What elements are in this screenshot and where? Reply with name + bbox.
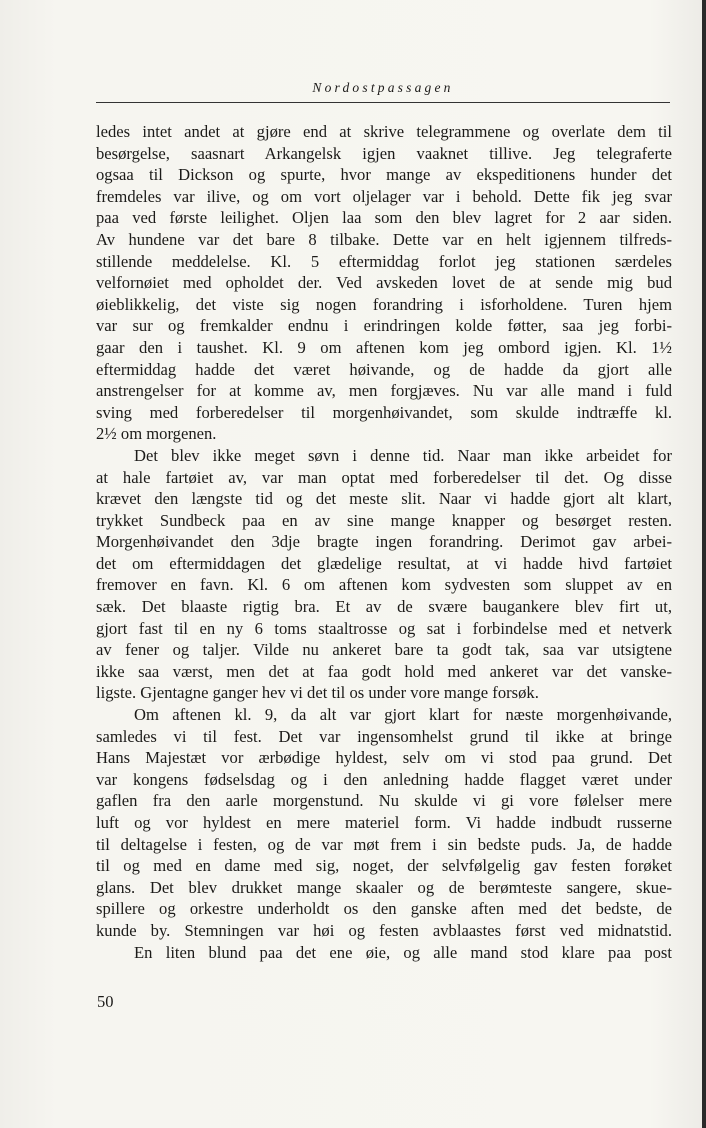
text-line: velfornøiet med opholdet der. Ved avskeden lovet de at sende mig bud: [96, 273, 672, 293]
running-header: Nordostpassagen: [312, 80, 454, 95]
text-line: stillende meddelelse. Kl. 5 eftermiddag forlot jeg stationen særdeles: [96, 251, 672, 271]
text-line: trykket Sundbeck paa en av sine mange knapper og besørget resten.: [96, 510, 672, 530]
text-line: eftermiddag hadde det været høivande, og de hadde da gjort alle: [96, 359, 672, 379]
text-line: Morgenhøivandet den 3dje bragte ingen forandring. Derimot gav arbei-: [96, 532, 672, 552]
text-line: Det blev ikke meget søvn i denne tid. Naar man ikke arbeidet for: [134, 445, 672, 465]
text-line: luft og vor hyldest en mere materiel form. Vi hadde indbudt russerne: [96, 813, 672, 832]
text-line: til deltagelse i festen, og de var møt frem i sin bedste puds. Ja, de hadde: [96, 834, 672, 854]
text-line: kunde by. Stemningen var høi og festen avblaastes først ved midnatstid.: [96, 920, 672, 940]
text-line: sving med forberedelser til morgenhøivandet, som skulde indtræffe kl.: [96, 402, 672, 422]
text-line: paa ved første leilighet. Oljen laa som den blev lagret for 2 aar siden.: [96, 208, 672, 228]
text-line: fremdeles var ilive, og om vort oljelager var i behold. Dette fik jeg svar: [96, 186, 672, 206]
body-text: [96, 121, 672, 963]
text-line: glans. Det blev drukket mange skaaler og de berømteste sangere, skue-: [96, 877, 672, 897]
text-line: til og med en dame med sig, noget, der selvfølgelig gav festen forøket: [96, 856, 672, 876]
text-line: ogsaa til Dickson og spurte, hvor mange av ekspeditionens hunder det: [96, 165, 672, 185]
page-edge-border: [702, 0, 706, 1128]
text-line: gaflen fra den aarle morgenstund. Nu skulde vi gi vore følelser mere: [96, 791, 672, 811]
text-line: samledes vi til fest. Det var ingensomhelst grund til ikke at bringe: [96, 726, 672, 746]
text-line: krævet den længste tid og det meste slit. Naar vi hadde gjort alt klart,: [96, 489, 672, 509]
text-line: 2½ om morgenen.: [96, 424, 217, 444]
text-line: at hale fartøiet av, var man optat med forberedelser til det. Og disse: [96, 467, 672, 487]
text-line: besørgelse, saasnart Arkangelsk igjen vaaknet tillive. Jeg telegraferte: [96, 143, 672, 163]
page-number: 50: [97, 992, 114, 1011]
text-line: spillere og orkestre underholdt os den ganske aften med det bedste, de: [96, 899, 672, 919]
text-line: gjort fast til en ny 6 toms staaltrosse og sat i forbindelse med et netverk: [96, 618, 672, 638]
text-line: ledes intet andet at gjøre end at skrive telegrammene og overlate dem til: [96, 122, 672, 141]
text-line: fremover en favn. Kl. 6 om aftenen kom sydvesten som sluppet av en: [96, 575, 672, 595]
text-line: anstrengelser for at komme av, men forgjæves. Nu var alle mand i fuld: [96, 381, 672, 401]
text-line: sæk. Det blaaste rigtig bra. Et av de svære baugankere blev firt ut,: [96, 597, 672, 617]
text-line: det om eftermiddagen det glædelige resultat, at vi hadde hivd fartøiet: [96, 553, 672, 573]
text-line: Av hundene var det bare 8 tilbake. Dette var en helt igjennem tilfreds-: [96, 229, 672, 249]
text-line: gaar den i taushet. Kl. 9 om aftenen kom jeg ombord igjen. Kl. 1½: [96, 337, 672, 357]
text-line: var sur og fremkalder endnu i erindringen kolde føtter, saa jeg forbi-: [96, 316, 672, 336]
text-line: ikke saa værst, men det at faa godt hold med ankeret var det vanske-: [96, 661, 672, 681]
text-line: øieblikkelig, det viste sig nogen forandring i isforholdene. Turen hjem: [96, 294, 672, 314]
text-line: En liten blund paa det ene øie, og alle mand stod klare paa post: [134, 942, 672, 962]
header-rule: [96, 102, 670, 103]
text-line: var kongens fødselsdag og i den anledning hadde flagget været under: [96, 769, 672, 789]
text-line: Hans Majestæt vor ærbødige hyldest, selv om vi stod paa grund. Det: [96, 748, 672, 768]
text-line: av fener og taljer. Vilde nu ankeret bare ta godt tak, saa var utsigtene: [96, 640, 672, 660]
text-line: ligste. Gjentagne ganger hev vi det til os under vore mange forsøk.: [96, 683, 539, 703]
text-line: Om aftenen kl. 9, da alt var gjort klart for næste morgenhøivande,: [134, 705, 672, 725]
